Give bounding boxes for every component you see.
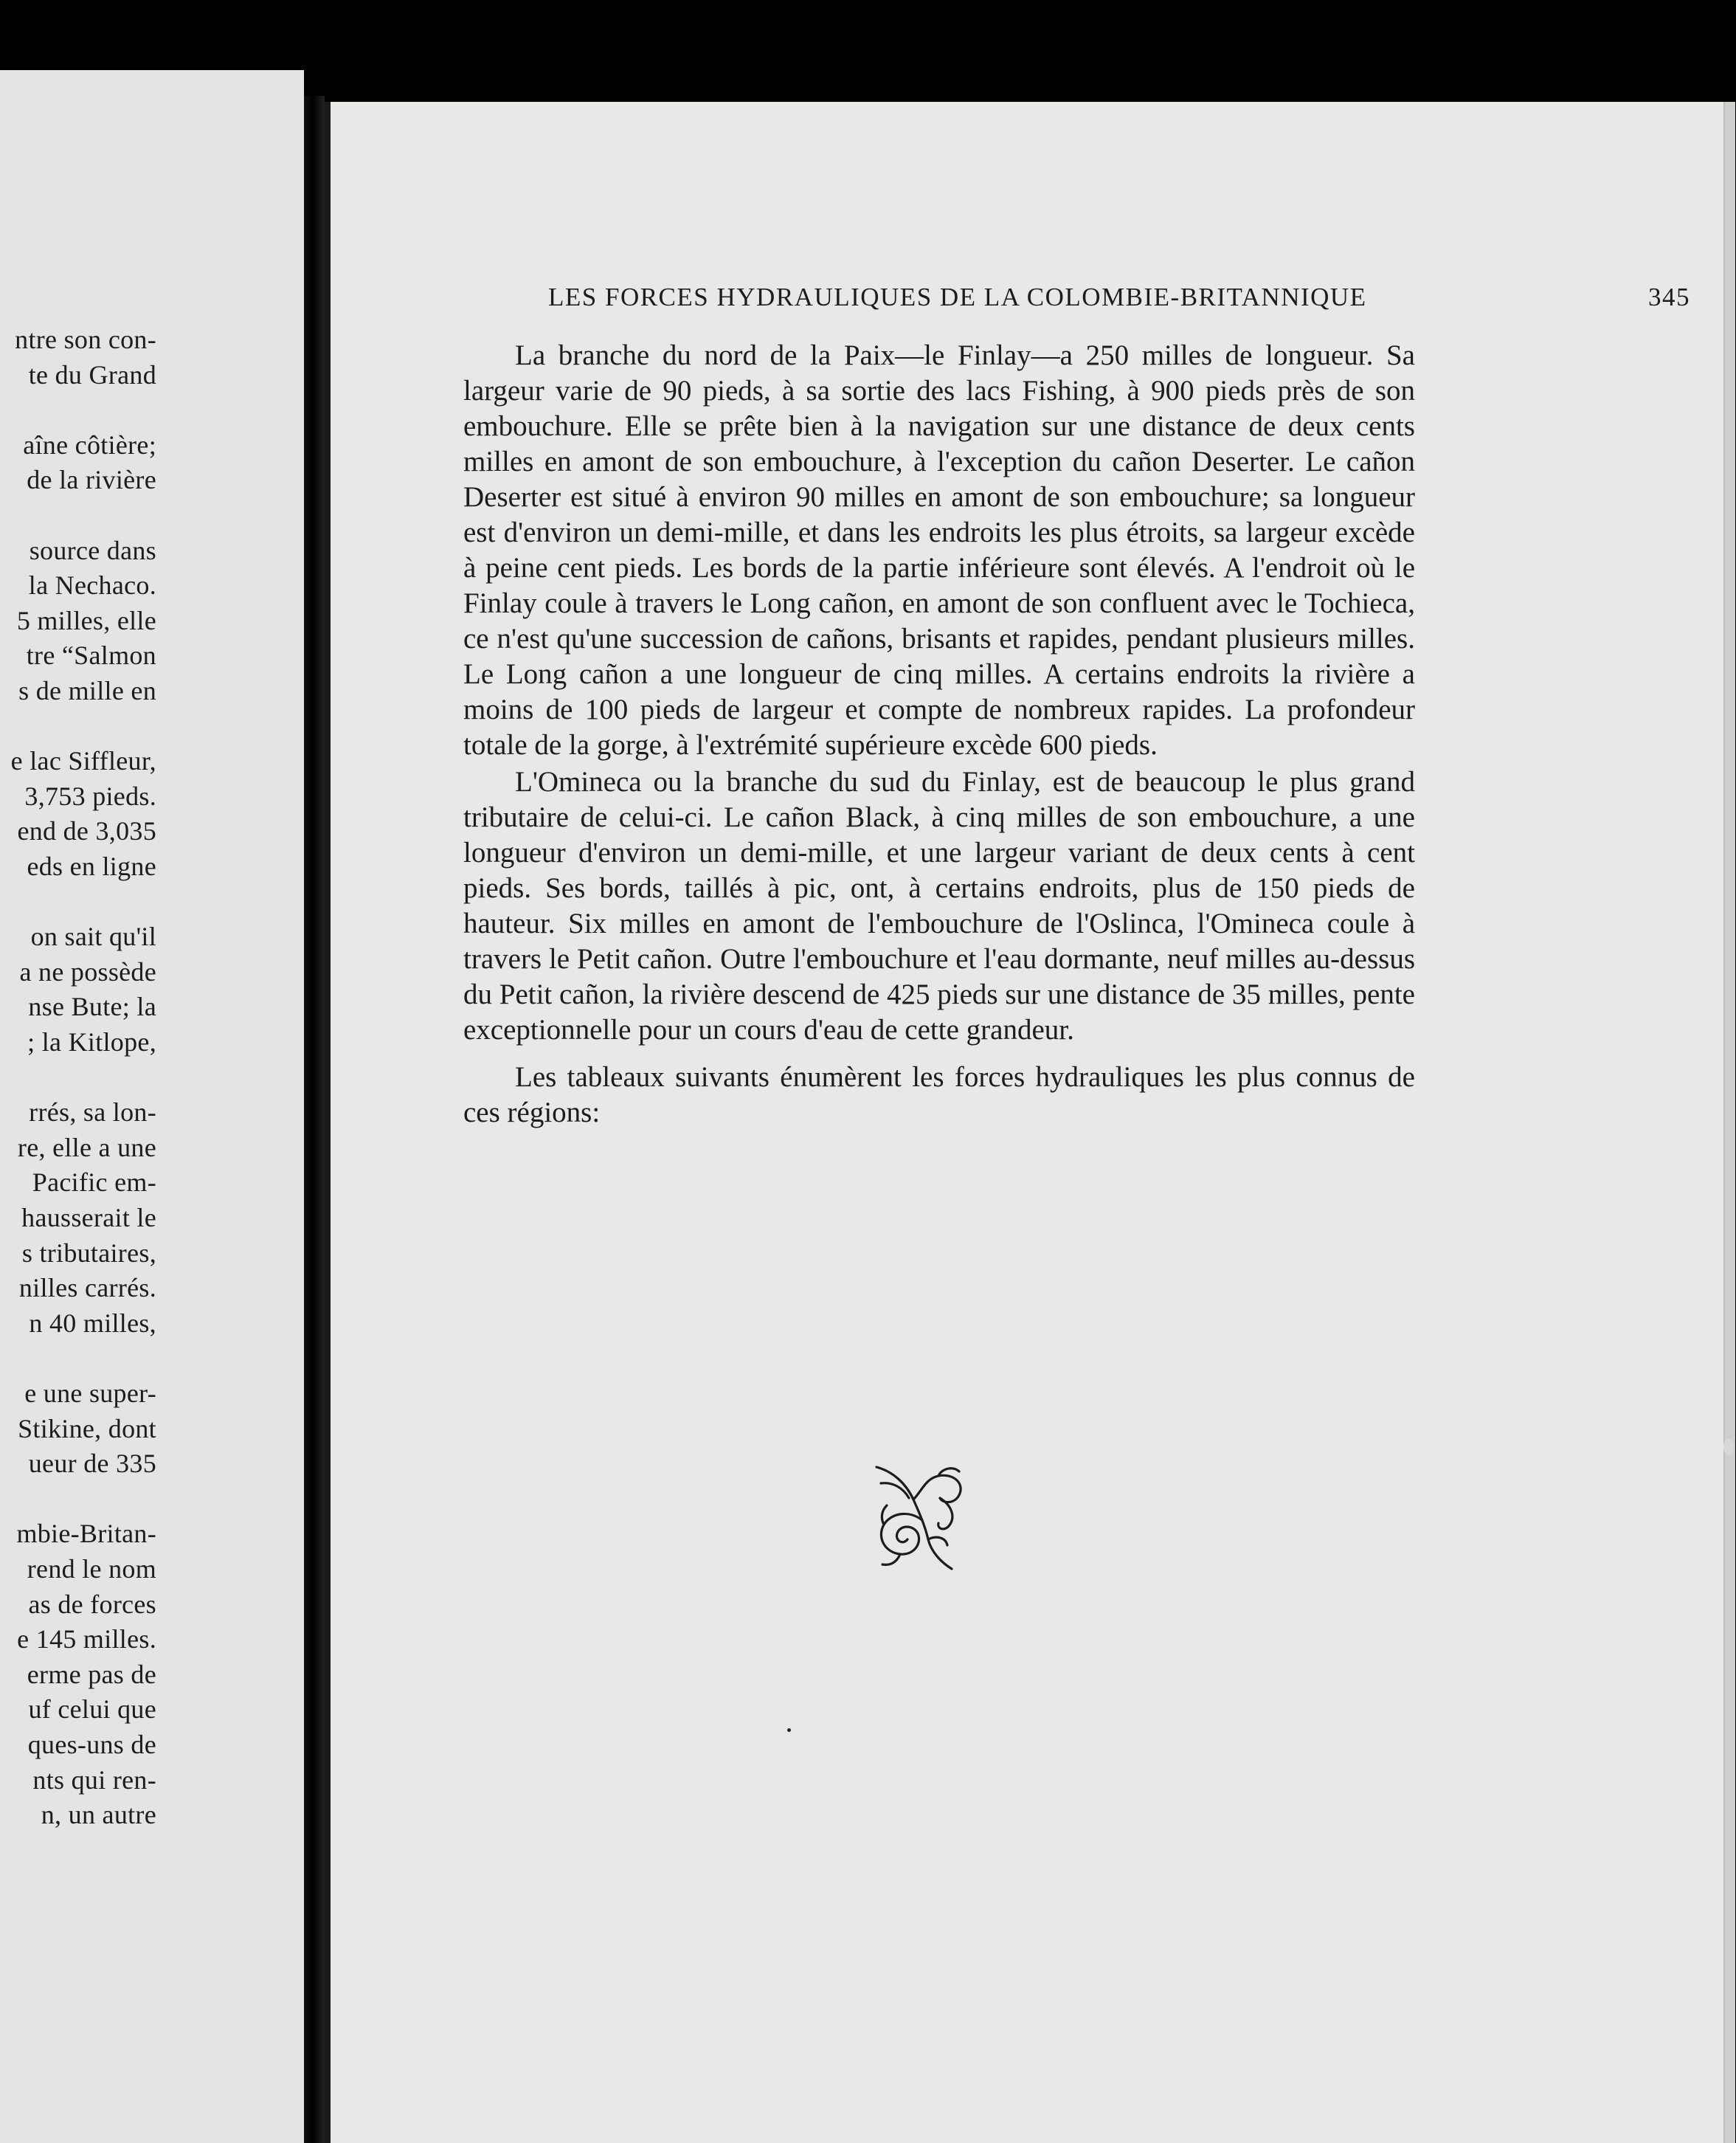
page-number: 345 [1648, 283, 1690, 311]
paragraph-omineca: L'Omineca ou la branche du sud du Finlay, est de beaucoup le plus grand tributaire de celui-ci. Le cañon Black, à cinq milles de son embouchure, a une longueur d'environ un demi-mille, et une largeur variant de deux cents à cent pieds. Ses bords, taillés à pic, ont, à certains endroits, plus de 150 pieds de hauteur. Six milles en amont de l'embouchure de l'Oslinca, l'Omineca coule à travers le Petit cañon. Outre l'embouchure et l'eau dormante, neuf milles au-dessus du Petit cañon, la rivière descend de 425 pieds sur une distance de 35 milles, pente exceptionnelle pour un cours d'eau de cette grandeur. [463, 766, 1415, 1046]
left-page-line: Pacific em- [32, 1167, 156, 1198]
left-page-line: s de mille en [18, 676, 156, 705]
left-page-line: tre “Salmon [26, 641, 156, 671]
running-head [548, 283, 1699, 320]
page-edge-shadow [1723, 102, 1735, 2143]
left-page-line: s tributaires, [21, 1238, 156, 1268]
left-page-line: n 40 milles, [29, 1308, 156, 1338]
left-page-line: a ne possède [19, 956, 156, 987]
right-page [325, 102, 1735, 2143]
left-page-line: nse Bute; la [28, 992, 156, 1022]
book-gutter [304, 96, 325, 2143]
body-text [463, 338, 1415, 1131]
left-page-line: aîne côtière; [23, 429, 156, 460]
left-page-line: Stikine, dont [18, 1413, 156, 1443]
left-page-line: e 145 milles. [17, 1624, 156, 1654]
floral-ornament-icon [871, 1461, 974, 1572]
left-page-line: n, un autre [41, 1800, 156, 1830]
scanner-edge-mark [1723, 1439, 1734, 1455]
left-page-line: 3,753 pieds. [24, 781, 156, 811]
left-page-line: hausserait le [21, 1203, 156, 1232]
left-page-line: ; la Kitlope, [27, 1027, 156, 1057]
left-page-line: on sait qu'il [30, 922, 156, 952]
left-page-text-column [0, 70, 304, 2143]
left-page-line: de la rivière [27, 465, 156, 495]
left-page-line: ueur de 335 [28, 1449, 156, 1479]
dust-speck [787, 1728, 791, 1732]
left-page-line: source dans [29, 535, 156, 565]
paragraph-finlay: La branche du nord de la Paix—le Finlay—a 250 milles de longueur. Sa largeur varie de 90 pieds, à sa sortie des lacs Fishing, à 900 pieds près de son embouchure. Elle se prête bien à la navigation sur une distance de deux cents milles en amont de son embouchure, à l'exception du cañon Deserter. Le cañon Deserter est situé à environ 90 milles en amont de son embouchure; sa longueur est d'environ un demi-mille, et dans les endroits les plus étroits, sa largeur excède à peine cent pieds. Les bords de la partie inférieure sont élevés. A l'endroit où le Finlay coule à travers le Long cañon, en amont de son confluent avec le Tochieca, ce n'est qu'une succession de cañons, brisants et rapides, pendant plusieurs milles. Le Long cañon a une longueur de cinq milles. A certains endroits la rivière a moins de 100 pieds de largeur et compte de nombreux rapides. La profondeur totale de la gorge, à l'extrémité supérieure excède 600 pieds. [463, 339, 1415, 761]
left-page-line: eds en ligne [27, 852, 156, 881]
left-page-line: te du Grand [28, 359, 156, 390]
left-page-line: 5 milles, elle [16, 605, 156, 635]
left-page-line: e une super- [24, 1378, 156, 1408]
paragraph-tables-intro: Les tableaux suivants énumèrent les forces hydrauliques les plus connus de ces régions: [463, 1061, 1415, 1128]
left-page-line: nilles carrés. [18, 1273, 156, 1303]
left-page-line: erme pas de [27, 1659, 156, 1689]
left-page-line: ntre son con- [15, 325, 156, 354]
left-page-line: nts qui ren- [32, 1764, 156, 1795]
left-page-line: rrés, sa lon- [29, 1097, 156, 1128]
left-page-line: re, elle a une [17, 1132, 156, 1162]
left-page-line: rend le nom [27, 1554, 156, 1584]
left-page-line: e lac Siffleur, [10, 746, 156, 776]
running-head-title: LES FORCES HYDRAULIQUES DE LA COLOMBIE-BRITANNIQUE [548, 283, 1367, 311]
left-page [0, 70, 304, 2143]
left-page-line: ques-uns de [27, 1730, 156, 1759]
left-page-line: as de forces [28, 1589, 156, 1619]
left-page-line: end de 3,035 [17, 816, 156, 846]
left-page-line: la Nechaco. [28, 570, 156, 601]
left-page-line: mbie-Britan- [16, 1519, 156, 1549]
left-page-line: uf celui que [28, 1694, 156, 1725]
